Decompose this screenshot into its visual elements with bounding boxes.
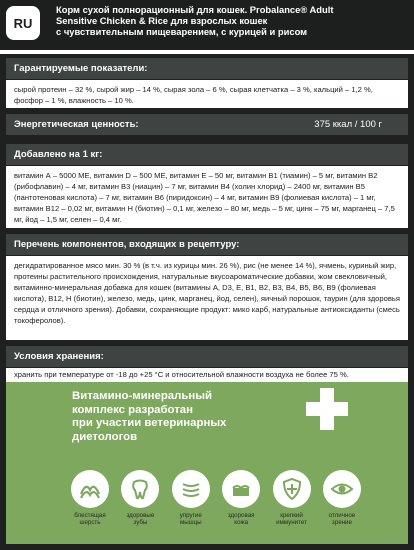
storage-heading: Условия хранения: xyxy=(6,346,408,367)
language-badge: RU xyxy=(6,6,40,40)
benefit-muscles xyxy=(167,470,215,540)
header xyxy=(0,0,414,54)
benefit-label: блестящая шерсть xyxy=(74,512,106,526)
benefit-label: здоровая кожа xyxy=(227,512,255,526)
benefit-label: отличное зрение xyxy=(328,512,356,526)
benefit-icons xyxy=(66,470,366,540)
benefit-immunity xyxy=(268,470,316,540)
benefit-teeth xyxy=(116,470,164,540)
title-line: Корм сухой полнорационный для кошек. Probalance® Adult xyxy=(56,4,334,15)
title-line: с чувствительным пищеварением, с курицей и рисом xyxy=(56,26,308,37)
benefit-skin xyxy=(217,470,265,540)
shield-icon xyxy=(273,470,311,508)
promo-panel xyxy=(6,382,408,544)
storage-body: хранить при температуре от -18 до +25 °С и относительной влажности воздуха не более 75 %. xyxy=(6,368,408,382)
energy-label: Энергетическая ценность: xyxy=(14,119,139,130)
skin-icon xyxy=(222,470,260,508)
plus-icon xyxy=(306,388,348,430)
title-line: Sensitive Chicken & Rice для взрослых кошек xyxy=(56,15,268,26)
benefit-label: крепкий иммунитет xyxy=(276,512,307,526)
product-title xyxy=(56,4,408,37)
fur-icon xyxy=(71,470,109,508)
eye-icon xyxy=(323,470,361,508)
components-body: дегидратированное мясо мин. 30 % (в т.ч. из курицы мин. 26 %), рис (не менее 14 %), ячмень, куриный жир, протеины растительного происхождения, натуральные вкусоароматические добавки, жом свекловичный, витаминно-минеральная добавка для кошек (витамины А, D3, Е, В1, В2, В3, В4, В5, В6, В9 (фолиевая кислота), В12, Н (биотин), железо, медь, цинк, марганец, йод, селен), яичный порошок, таурин (для здоровья сердца и отличного зрения). Добавки, сохраняющие продукт: мико карб, натуральные антиоксиданты (смесь токоферолов). xyxy=(6,256,408,340)
components-heading: Перечень компонентов, входящих в рецептуру: xyxy=(6,234,408,255)
promo-line: при участии ветеринарных xyxy=(72,417,227,430)
energy-heading xyxy=(6,114,408,135)
energy-value: 375 ккал / 100 г xyxy=(314,119,382,130)
benefit-vision xyxy=(318,470,366,540)
added-heading: Добавлено на 1 кг: xyxy=(6,144,408,165)
tooth-icon xyxy=(121,470,159,508)
benefit-label: упругие мышцы xyxy=(179,512,202,526)
guaranteed-body: сырой протеин – 32 %, сырой жир – 14 %, сырая зола – 6 %, сырая клетчатка – 3 %, кальций – 1,2 %, фосфор – 1 %, влажность – 10 %. xyxy=(6,80,408,108)
benefit-label: здоровые зубы xyxy=(126,512,155,526)
promo-line: комплекс разработан xyxy=(72,403,194,416)
guaranteed-heading: Гарантируемые показатели: xyxy=(6,58,408,79)
benefit-fur xyxy=(66,470,114,540)
promo-line: диетологов xyxy=(72,430,138,443)
muscle-icon xyxy=(172,470,210,508)
added-body: витамин А – 5000 МЕ, витамин D – 500 МЕ, витамин Е – 50 мг, витамин В1 (тиамин) – 5 мг, витамин В2 (рибофлавин) – 4 мг, витамин В3 (ниацин) – 7 мг, витамин В4 (холин хлорид) – 2400 мг, витамин В5 (пантотеновая кислота) – 7 мг, витамин В6 (пиридоксин) – 4 мг, витамин В9 (фолиевая кислота) – 1 мг, витамин В12 – 0,02 мг, витамин Н (биотин) – 0,1 мг, железо – 80 мг, медь – 5 мг, цинк – 75 мг, марганец – 7,5 мг, йод – 1,5 мг, селен – 0,4 мг. xyxy=(6,166,408,228)
promo-text xyxy=(72,390,302,444)
promo-line: Витамино-минеральный xyxy=(72,390,212,402)
